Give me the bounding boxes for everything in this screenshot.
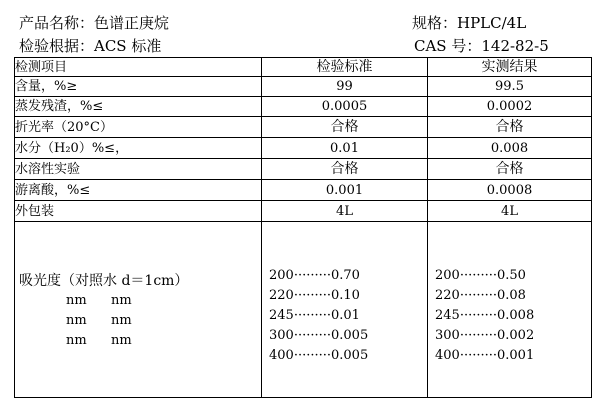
row-standard: 0.01 bbox=[262, 138, 428, 159]
row-result: 99.5 bbox=[428, 77, 592, 97]
nm-unit: nm bbox=[66, 332, 87, 348]
row-result: 0.0008 bbox=[428, 180, 592, 201]
table-row bbox=[15, 97, 592, 117]
row-result: 4L bbox=[428, 201, 592, 222]
absorbance-result-value: 200·········0.50 bbox=[435, 267, 526, 283]
nm-unit: nm bbox=[111, 332, 132, 348]
absorbance-result-value: 245·········0.008 bbox=[435, 307, 535, 323]
row-item: 水溶性实验 bbox=[15, 159, 262, 180]
absorbance-label: 吸光度（对照水 d＝1cm） bbox=[19, 272, 189, 289]
nm-unit: nm bbox=[66, 312, 87, 328]
row-standard: 0.0005 bbox=[262, 97, 428, 117]
table-row bbox=[15, 159, 592, 180]
row-item: 蒸发残渣，%≤ bbox=[15, 97, 262, 117]
table-row bbox=[15, 117, 592, 138]
row-standard: 合格 bbox=[262, 117, 428, 138]
absorbance-standard-cell bbox=[262, 222, 428, 398]
table-row bbox=[15, 138, 592, 159]
inspection-table bbox=[14, 57, 592, 398]
nm-line bbox=[19, 313, 261, 329]
row-item: 水分（H₂0）%≤， bbox=[15, 138, 262, 159]
row-item: 折光率（20°C） bbox=[15, 117, 262, 138]
column-header-result: 实测结果 bbox=[428, 58, 592, 77]
column-header-standard: 检验标准 bbox=[262, 58, 428, 77]
absorbance-standard-value: 220·········0.10 bbox=[269, 287, 360, 303]
absorbance-standard-value: 300·········0.005 bbox=[269, 327, 369, 343]
absorbance-standard-value: 200·········0.70 bbox=[269, 267, 360, 283]
row-standard: 99 bbox=[262, 77, 428, 97]
row-item: 外包装 bbox=[15, 201, 262, 222]
nm-unit: nm bbox=[111, 312, 132, 328]
row-result: 0.008 bbox=[428, 138, 592, 159]
absorbance-result-value: 400·········0.001 bbox=[435, 347, 535, 363]
nm-line bbox=[19, 333, 261, 349]
nm-line bbox=[19, 293, 261, 309]
inspection-basis: 检验根据：ACS 标准 bbox=[19, 37, 162, 55]
absorbance-standard-value: 245·········0.01 bbox=[269, 307, 360, 323]
cas-number: CAS 号：142-82-5 bbox=[414, 37, 549, 55]
table-row bbox=[15, 180, 592, 201]
row-standard: 合格 bbox=[262, 159, 428, 180]
nm-unit: nm bbox=[111, 292, 132, 308]
absorbance-result-value: 220·········0.08 bbox=[435, 287, 526, 303]
table-row bbox=[15, 201, 592, 222]
nm-unit: nm bbox=[66, 292, 87, 308]
row-standard: 0.001 bbox=[262, 180, 428, 201]
absorbance-row bbox=[15, 222, 592, 398]
absorbance-result-cell bbox=[428, 222, 592, 398]
row-result: 0.0002 bbox=[428, 97, 592, 117]
spec-label: 规格：HPLC/4L bbox=[412, 14, 527, 32]
table-row bbox=[15, 77, 592, 97]
column-header-item: 检测项目 bbox=[15, 58, 262, 77]
row-item: 含量，%≥ bbox=[15, 77, 262, 97]
row-result: 合格 bbox=[428, 117, 592, 138]
absorbance-standard-value: 400·········0.005 bbox=[269, 347, 369, 363]
table-header-row bbox=[15, 58, 592, 77]
row-item: 游离酸，%≤ bbox=[15, 180, 262, 201]
row-result: 合格 bbox=[428, 159, 592, 180]
absorbance-label-cell bbox=[15, 222, 262, 398]
row-standard: 4L bbox=[262, 201, 428, 222]
absorbance-result-value: 300·········0.002 bbox=[435, 327, 535, 343]
product-name: 产品名称：色谱正庚烷 bbox=[19, 14, 170, 32]
